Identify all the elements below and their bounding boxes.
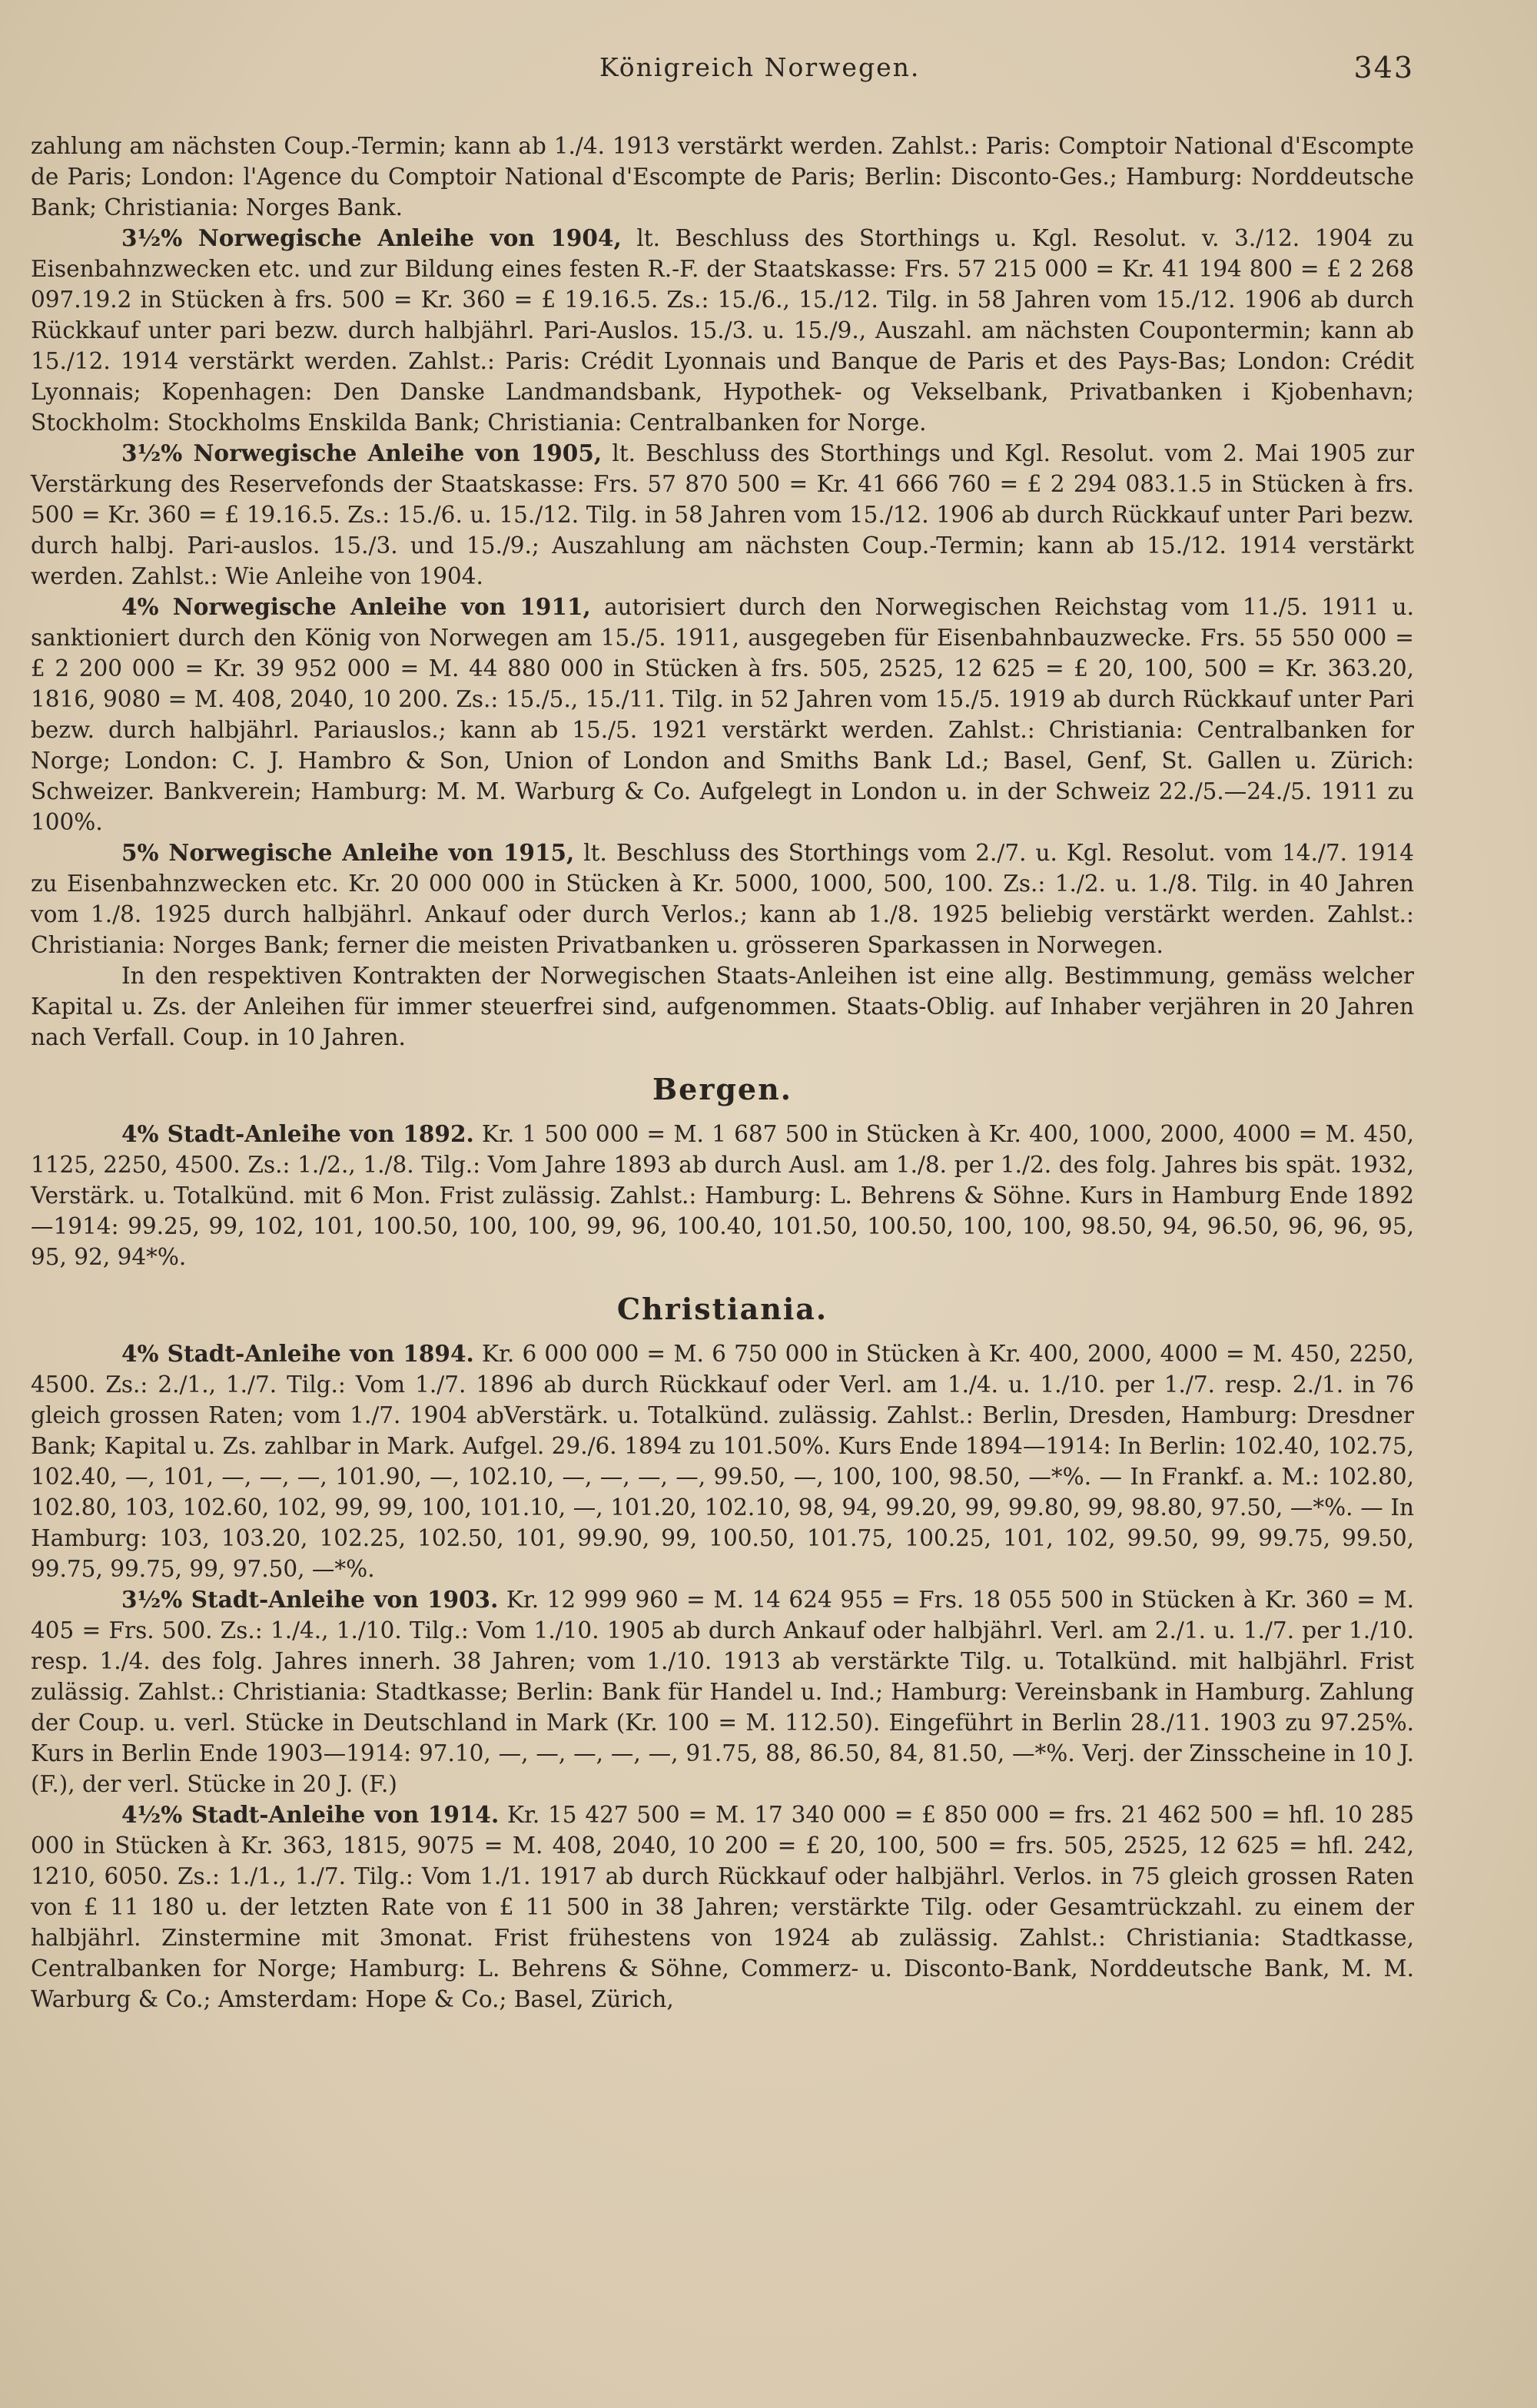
loan-title: 5% Norwegische Anleihe von 1915, xyxy=(121,839,575,866)
section-heading-bergen: Bergen. xyxy=(652,1072,792,1106)
loan-title: 4% Norwegische Anleihe von 1911, xyxy=(121,593,591,620)
loan-title: 3½% Stadt-Anleihe von 1903. xyxy=(121,1586,499,1613)
loan-text: autorisiert durch den Norwegischen Reichstag vom 11./5. 1911 u. sanktioniert durch den König von Norwegen am 15./5. 1911, ausgegeben für Eisenbahnbauzwecke. Frs. 55 550 000 = £ 2 200 000 = Kr. 39 952 000 = M. 44 880 000 in Stücken à frs. 505, 2525, 12 625 = £ 20, 100, 500 = Kr. 363.20, 1816, 9080 = M. 408, 2040, 10 200. Zs.: 15./5., 15./11. Tilg. in 52 Jahren vom 15./5. 1919 ab durch Rückkauf unter Pari bezw. durch halbjährl. Pariauslos.; kann ab 15./5. 1921 verstärkt werden. Zahlst.: Christiania: Centralbanken for Norge; London: C. J. Hambro & Son, Union of London and Smiths Bank Ld.; Basel, Genf, St. Gallen u. Zürich: Schweizer. Bankverein; Hamburg: M. M. Warburg & Co. Aufgelegt in London u. in der Schweiz 22./5.—24./5. 1911 zu 100%. xyxy=(31,594,1414,835)
loan-title: 4% Stadt-Anleihe von 1894. xyxy=(121,1340,474,1367)
loan-title: 4½% Stadt-Anleihe von 1914. xyxy=(121,1801,500,1828)
section-heading-christiania: Christiania. xyxy=(616,1292,828,1326)
loan-entry-norway-1915 xyxy=(31,837,1414,960)
loan-title: 4% Stadt-Anleihe von 1892. xyxy=(121,1120,474,1147)
loan-text: Kr. 12 999 960 = M. 14 624 955 = Frs. 18 055 500 in Stücken à Kr. 360 = M. 405 = Frs. 500. Zs.: 1./4., 1./10. Tilg.: Vom 1./10. 1905 ab durch Ankauf oder halbjährl. Verl. am 2./1. u. 1./7. per 1./10. resp. 1./4. des folg. Jahres innerh. 38 Jahren; vom 1./10. 1913 ab verstärkte Tilg. u. Totalkünd. mit halbjährl. Frist zulässig. Zahlst.: Christiania: Stadtkasse; Berlin: Bank für Handel u. Ind.; Hamburg: Vereinsbank in Hamburg. Zahlung der Coup. u. verl. Stücke in Deutschland in Mark (Kr. 100 = M. 112.50). Eingeführt in Berlin 28./11. 1903 zu 97.25%. Kurs in Berlin Ende 1903—1914: 97.10, —, —, —, —, —, 91.75, 88, 86.50, 84, 81.50, —*%. Verj. der Zinsscheine in 10 J. (F.), der verl. Stücke in 20 J. (F.) xyxy=(31,1587,1415,1797)
loan-text: Kr. 15 427 500 = M. 17 340 000 = £ 850 000 = frs. 21 462 500 = hfl. 10 285 000 in Stücken à Kr. 363, 1815, 9075 = M. 408, 2040, 10 200 = £ 20, 100, 500 = frs. 505, 2525, 12 625 = hfl. 242, 1210, 6050. Zs.: 1./1., 1./7. Tilg.: Vom 1./1. 1917 ab durch Rückkauf oder halbjährl. Verlos. in 75 gleich grossen Raten von £ 11 180 u. der letzten Rate von £ 11 500 in 38 Jahren; verstärkte Tilg. oder Gesamtrückzahl. zu einem der halbjährl. Zinstermine mit 3monat. Frist frühestens von 1924 ab zulässig. Zahlst.: Christiania: Stadtkasse, Centralbanken for Norge; Hamburg: L. Behrens & Söhne, Commerz- u. Disconto-Bank, Norddeutsche Bank, M. M. Warburg & Co.; Amsterdam: Hope & Co.; Basel, Zürich, xyxy=(31,1802,1414,2012)
continuation-paragraph: zahlung am nächsten Coup.-Termin; kann ab 1./4. 1913 verstärkt werden. Zahlst.: Paris: Comptoir National d'Escompte de Paris; London: l'Agence du Comptoir National d'Escompte de Paris; Berlin: Disconto-Ges.; Hamburg: Norddeutsche Bank; Christiania: Norges Bank. xyxy=(31,133,1414,221)
tax-note-paragraph: In den respektiven Kontrakten der Norwegischen Staats-Anleihen ist eine allg. Bestimmung, gemäss welcher Kapital u. Zs. der Anleihen für immer steuerfrei sind, aufgenommen. Staats-Oblig. auf Inhaber verjähren in 20 Jahren nach Verfall. Coup. in 10 Jahren. xyxy=(31,963,1414,1050)
running-title: Königreich Norwegen. xyxy=(599,52,921,82)
loan-title: 3½% Norwegische Anleihe von 1905, xyxy=(121,439,603,466)
loan-title: 3½% Norwegische Anleihe von 1904, xyxy=(121,224,622,251)
loan-entry-christiania-1894 xyxy=(31,1338,1414,1584)
loan-entry-norway-1911 xyxy=(31,592,1414,837)
page-body xyxy=(31,131,1414,2015)
loan-entry-norway-1904 xyxy=(31,223,1414,438)
page-number: 343 xyxy=(1353,51,1414,85)
loan-entry-christiania-1914 xyxy=(31,1799,1414,2015)
loan-entry-norway-1905 xyxy=(31,438,1414,592)
loan-text: lt. Beschluss des Storthings und Kgl. Resolut. vom 2. Mai 1905 zur Verstärkung des Reservefonds der Staatskasse: Frs. 57 870 500 = Kr. 41 666 760 = £ 2 294 083.1.5 in Stücken à frs. 500 = Kr. 360 = £ 19.16.5. Zs.: 15./6. u. 15./12. Tilg. in 58 Jahren vom 15./12. 1906 ab durch Rückkauf unter Pari bezw. durch halbj. Pari-auslos. 15./3. und 15./9.; Auszahlung am nächsten Coup.-Termin; kann ab 15./12. 1914 verstärkt werden. Zahlst.: Wie Anleihe von 1904. xyxy=(31,440,1415,589)
loan-text: Kr. 6 000 000 = M. 6 750 000 in Stücken à Kr. 400, 2000, 4000 = M. 450, 2250, 4500. Zs.: 2./1., 1./7. Tilg.: Vom 1./7. 1896 ab durch Rückkauf oder Verl. am 1./4. u. 1./10. per 1./7. resp. 2./1. in 76 gleich grossen Raten; vom 1./7. 1904 abVerstärk. u. Totalkünd. zulässig. Zahlst.: Berlin, Dresden, Hamburg: Dresdner Bank; Kapital u. Zs. zahlbar in Mark. Aufgel. 29./6. 1894 zu 101.50%. Kurs Ende 1894—1914: In Berlin: 102.40, 102.75, 102.40, —, 101, —, —, —, 101.90, —, 102.10, —, —, —, —, 99.50, —, 100, 100, 98.50, —*%. — In Frankf. a. M.: 102.80, 102.80, 103, 102.60, 102, 99, 99, 100, 101.10, —, 101.20, 102.10, 98, 94, 99.20, 99, 99.80, 99, 98.80, 97.50, —*%. — In Hamburg: 103, 103.20, 102.25, 102.50, 101, 99.90, 99, 100.50, 101.75, 100.25, 101, 102, 99.50, 99, 99.75, 99.50, 99.75, 99.75, 99, 97.50, —*%. xyxy=(31,1341,1414,1582)
loan-text: Kr. 1 500 000 = M. 1 687 500 in Stücken à Kr. 400, 1000, 2000, 4000 = M. 450, 1125, 2250, 4500. Zs.: 1./2., 1./8. Tilg.: Vom Jahre 1893 ab durch Ausl. am 1./8. per 1./2. des folg. Jahres bis spät. 1932, Verstärk. u. Totalkünd. mit 6 Mon. Frist zulässig. Zahlst.: Hamburg: L. Behrens & Söhne. Kurs in Hamburg Ende 1892—1914: 99.25, 99, 102, 101, 100.50, 100, 100, 99, 96, 100.40, 101.50, 100.50, 100, 100, 98.50, 94, 96.50, 96, 96, 95, 95, 92, 94*%. xyxy=(31,1121,1414,1270)
loan-text: lt. Beschluss des Storthings u. Kgl. Resolut. v. 3./12. 1904 zu Eisenbahnzwecken etc. und zur Bildung eines festen R.-F. der Staatskasse: Frs. 57 215 000 = Kr. 41 194 800 = £ 2 268 097.19.2 in Stücken à frs. 500 = Kr. 360 = £ 19.16.5. Zs.: 15./6., 15./12. Tilg. in 58 Jahren vom 15./12. 1906 ab durch Rückkauf unter pari bezw. durch halbjährl. Pari-Auslos. 15./3. u. 15./9., Auszahl. am nächsten Coupontermin; kann ab 15./12. 1914 verstärkt werden. Zahlst.: Paris: Crédit Lyonnais und Banque de Paris et des Pays-Bas; London: Crédit Lyonnais; Kopenhagen: Den Danske Landmandsbank, Hypothek- og Vekselbank, Privatbanken i Kjobenhavn; Stockholm: Stockholms Enskilda Bank; Christiania: Centralbanken for Norge. xyxy=(31,225,1414,436)
loan-text: lt. Beschluss des Storthings vom 2./7. u. Kgl. Resolut. vom 14./7. 1914 zu Eisenbahnzwecken etc. Kr. 20 000 000 in Stücken à Kr. 5000, 1000, 500, 100. Zs.: 1./2. u. 1./8. Tilg. in 40 Jahren vom 1./8. 1925 durch halbjährl. Ankauf oder durch Verlos.; kann ab 1./8. 1925 beliebig verstärkt werden. Zahlst.: Christiania: Norges Bank; ferner die meisten Privatbanken u. grösseren Sparkassen in Norwegen. xyxy=(31,840,1415,958)
loan-entry-christiania-1903 xyxy=(31,1584,1414,1799)
loan-entry-bergen-1892 xyxy=(31,1119,1414,1272)
page-header xyxy=(31,49,1414,95)
